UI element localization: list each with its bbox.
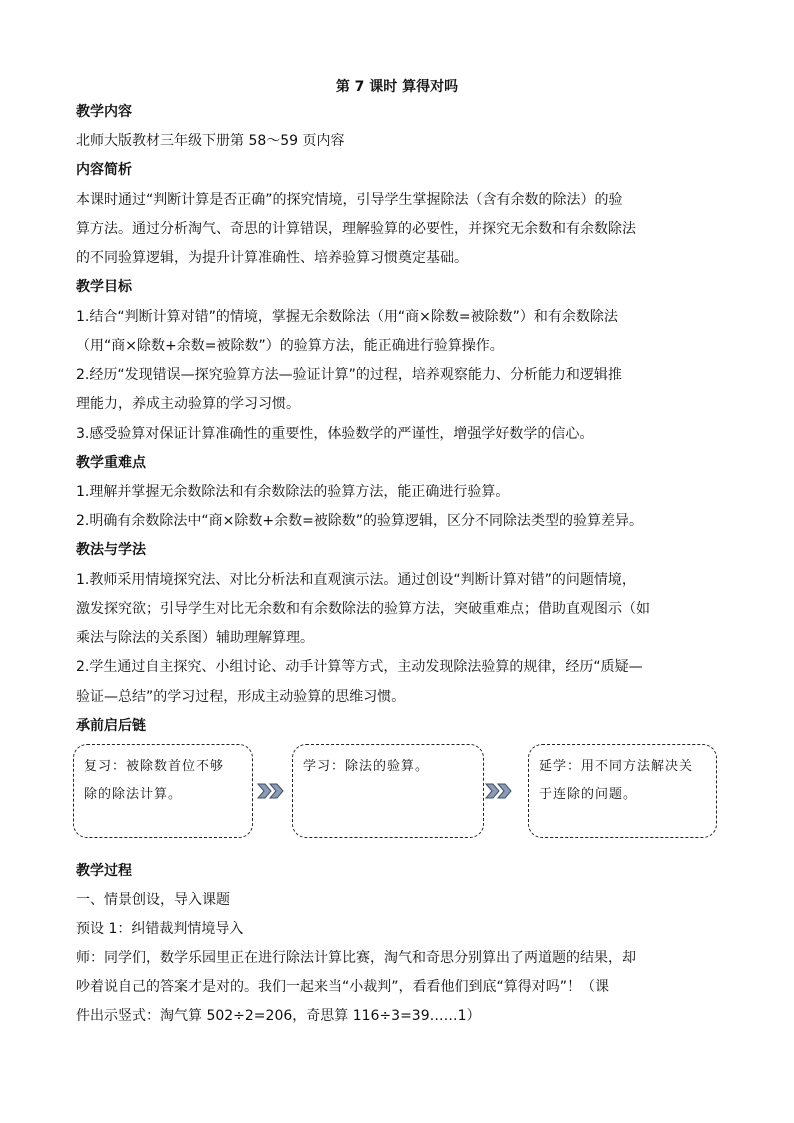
goals-line: 2.经历“发现错误—探究验算方法—验证计算”的过程，培养观察能力、分析能力和逻辑推	[76, 367, 622, 383]
chain-box-extend	[528, 744, 717, 838]
summary-line: 算方法。通过分析淘气、奇思的计算错误，理解验算的必要性，并探究无余数和有余数除法	[76, 221, 636, 237]
method-line: 验证—总结”的学习过程，形成主动验算的思维习惯。	[76, 689, 406, 705]
method-line: 激发探究欲；引导学生对比无余数和有余数除法的验算方法，突破重难点；借助直观图示（如	[76, 601, 650, 617]
content-heading: 教学内容	[76, 104, 132, 120]
summary-line: 的不同验算逻辑，为提升计算准确性、培养验算习惯奠定基础。	[76, 250, 468, 266]
double-chevron-right-icon	[484, 782, 516, 800]
process-line: 件出示竖式：淘气算 502÷2=206，奇思算 116÷3=39……1）	[76, 1008, 481, 1024]
method-line: 1.教师采用情境探究法、对比分析法和直观演示法。通过创设“判断计算对错”的问题情境，	[76, 572, 636, 588]
goals-line: 理能力，养成主动验算的学习习惯。	[76, 396, 300, 412]
chain-box-review	[73, 744, 253, 838]
goals-heading: 教学目标	[76, 279, 132, 295]
key-heading: 教学重难点	[76, 455, 146, 471]
method-line: 乘法与除法的关系图）辅助理解算理。	[76, 630, 314, 646]
lesson-title: 第 7 课时 算得对吗	[335, 79, 459, 95]
process-heading: 教学过程	[76, 863, 132, 879]
chain-box-text: 延学：用不同方法解决关	[539, 759, 694, 774]
method-line: 2.学生通过自主探究、小组讨论、动手计算等方式，主动发现除法验算的规律，经历“质疑—	[76, 659, 643, 675]
chain-box-text: 学习：除法的验算。	[303, 759, 430, 774]
goals-line: 3.感受验算对保证计算准确性的重要性，体验数学的严谨性，增强学好数学的信心。	[76, 426, 594, 442]
chain-box-text: 复习：被除数首位不够	[84, 759, 225, 774]
process-line: 预设 1：纠错裁判情境导入	[76, 921, 244, 937]
goals-line: 1.结合“判断计算对错”的情境，掌握无余数除法（用“商×除数=被除数”）和有余数除法	[76, 309, 618, 325]
double-chevron-right-icon	[256, 782, 288, 800]
chain-box-text: 于连除的问题。	[539, 787, 638, 802]
process-line: 吵着说自己的答案才是对的。我们一起来当“小裁判”，看看他们到底“算得对吗”！（课	[76, 979, 610, 995]
chain-box-learn	[292, 744, 484, 838]
process-line: 一、情景创设，导入课题	[76, 892, 230, 908]
chain-heading: 承前启后链	[76, 718, 146, 734]
content-text: 北师大版教材三年级下册第 58～59 页内容	[76, 133, 345, 149]
summary-heading: 内容简析	[76, 162, 132, 178]
key-line: 2.明确有余数除法中“商×除数+余数=被除数”的验算逻辑，区分不同除法类型的验算差异。	[76, 513, 644, 529]
chain-box-text: 除的除法计算。	[84, 787, 183, 802]
summary-line: 本课时通过“判断计算是否正确”的探究情境，引导学生掌握除法（含有余数的除法）的验	[76, 192, 623, 208]
goals-line: （用“商×除数+余数=被除数”）的验算方法，能正确进行验算操作。	[76, 338, 504, 354]
process-line: 师：同学们，数学乐园里正在进行除法计算比赛，淘气和奇思分别算出了两道题的结果，却	[76, 950, 636, 966]
method-heading: 教法与学法	[76, 542, 146, 558]
key-line: 1.理解并掌握无余数除法和有余数除法的验算方法，能正确进行验算。	[76, 484, 510, 500]
